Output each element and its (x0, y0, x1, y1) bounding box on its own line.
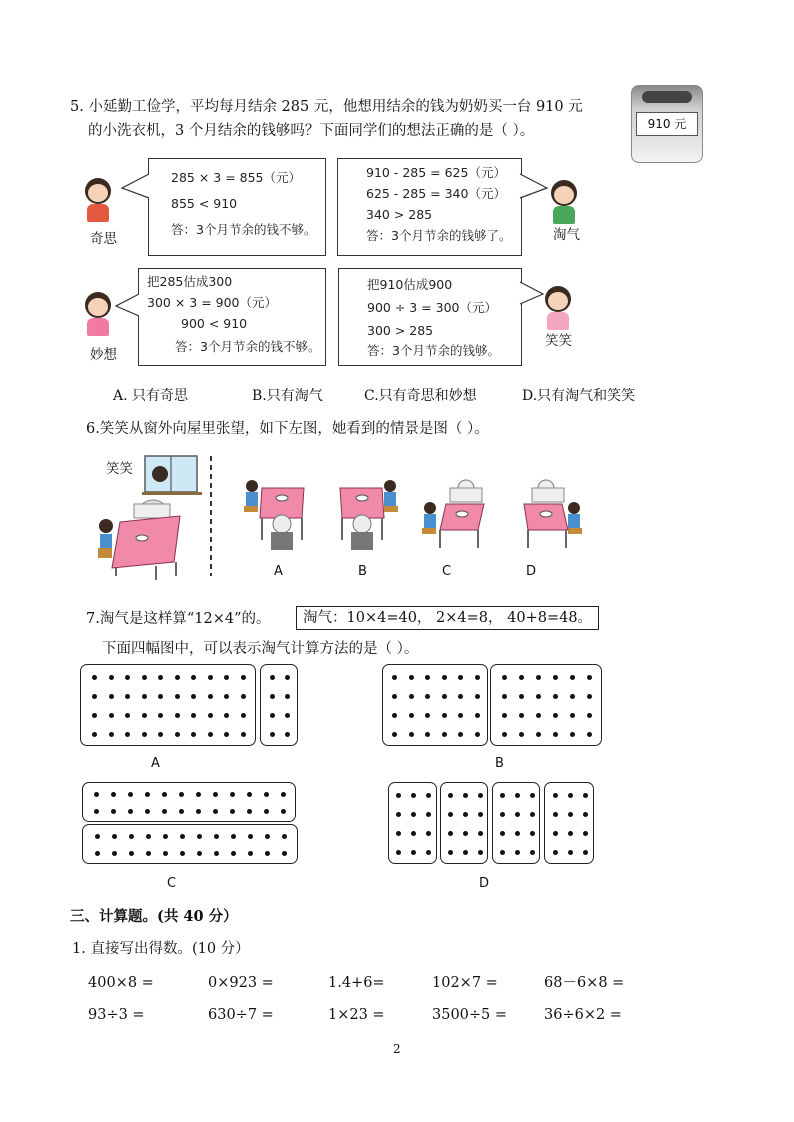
q7-letter-c: C (167, 876, 177, 891)
q7-line2: 下面四幅图中，可以表示淘气计算方法的是（ ）。 (102, 641, 419, 657)
dot (502, 675, 507, 680)
dot (285, 732, 290, 737)
q6-option-c-image (418, 474, 490, 554)
bubble-line: 答：3个月节余的钱不够。 (171, 222, 317, 237)
dot (191, 732, 196, 737)
dot (478, 793, 483, 798)
dot (197, 851, 202, 856)
dot (568, 793, 573, 798)
bubble-qisi (148, 158, 326, 256)
dot (175, 713, 180, 718)
dot (158, 713, 163, 718)
dot (231, 834, 236, 839)
dot (197, 834, 202, 839)
dot (265, 851, 270, 856)
calc-item: 93÷3 = (88, 1007, 145, 1023)
dot (92, 675, 97, 680)
dot (502, 732, 507, 737)
dot (247, 809, 252, 814)
dot (208, 694, 213, 699)
dot (142, 694, 147, 699)
dot (214, 851, 219, 856)
dot (519, 675, 524, 680)
dot-group-box (544, 782, 594, 864)
dot (231, 851, 236, 856)
dot (442, 675, 447, 680)
dot (285, 675, 290, 680)
kid-miaoxiang-avatar (78, 290, 118, 340)
dot (191, 713, 196, 718)
page-number: 2 (393, 1042, 401, 1056)
dot (163, 851, 168, 856)
dot (515, 831, 520, 836)
dot (442, 732, 447, 737)
dot (411, 812, 416, 817)
bubble-line: 625 - 285 = 340（元） (366, 186, 506, 201)
dot (426, 831, 431, 836)
dot (500, 831, 505, 836)
dot (475, 675, 480, 680)
dot (426, 850, 431, 855)
dot (95, 834, 100, 839)
dot (142, 732, 147, 737)
dot (515, 812, 520, 817)
q5-line1: 5. 小延勤工俭学，平均每月结余 285 元，他想用结余的钱为奶奶买一台 910 元 (70, 99, 583, 115)
dot (179, 792, 184, 797)
dot (281, 792, 286, 797)
dot (519, 732, 524, 737)
dot (411, 793, 416, 798)
dot (475, 732, 480, 737)
dot (281, 809, 286, 814)
dot (587, 675, 592, 680)
dot (175, 732, 180, 737)
dot (158, 732, 163, 737)
dot (409, 713, 414, 718)
q6-letter-b: B (358, 564, 367, 579)
dot (146, 851, 151, 856)
dot (208, 713, 213, 718)
bubble-xiaoxiao (338, 268, 522, 366)
dot (425, 675, 430, 680)
dot (463, 812, 468, 817)
dot (536, 694, 541, 699)
calc-item: 0×923 = (208, 975, 274, 991)
dot (92, 732, 97, 737)
kid-xiaoxiao-avatar (538, 284, 578, 334)
dot (125, 732, 130, 737)
dot (515, 850, 520, 855)
dot (92, 713, 97, 718)
dot (587, 732, 592, 737)
dot (224, 694, 229, 699)
dot (570, 694, 575, 699)
dot (409, 732, 414, 737)
dot (142, 675, 147, 680)
dot (158, 675, 163, 680)
dot (458, 694, 463, 699)
window-scene-image (90, 452, 210, 582)
dot (463, 831, 468, 836)
dot (112, 851, 117, 856)
dot (162, 809, 167, 814)
dot (179, 809, 184, 814)
bubble-line: 900 < 910 (181, 316, 248, 331)
dot (175, 675, 180, 680)
q6-option-a-image (240, 478, 310, 558)
bubble-tail (120, 172, 150, 202)
dot (265, 834, 270, 839)
dot (448, 793, 453, 798)
dot (458, 713, 463, 718)
dot (109, 732, 114, 737)
dot (396, 831, 401, 836)
dot (109, 675, 114, 680)
q7-letter-b: B (495, 756, 504, 771)
dot (285, 713, 290, 718)
dot (392, 675, 397, 680)
dot (224, 675, 229, 680)
dot (282, 834, 287, 839)
q7-text: 7.淘气是这样算“12×4”的。 (86, 611, 271, 627)
dot (180, 834, 185, 839)
dot (583, 831, 588, 836)
dot (248, 851, 253, 856)
dot (425, 732, 430, 737)
dot (129, 851, 134, 856)
dot (224, 732, 229, 737)
dot (411, 850, 416, 855)
dot (553, 831, 558, 836)
q7-boxed-method: 淘气：10×4=40， 2×4=8， 40+8=48。 (296, 606, 599, 630)
q7-figure-a (80, 664, 300, 748)
bubble-taoqi (337, 158, 522, 256)
bubble-line: 285 × 3 = 855（元） (171, 170, 302, 185)
dot (264, 792, 269, 797)
dot-group-box (82, 782, 296, 822)
dot (208, 675, 213, 680)
dot (92, 694, 97, 699)
calc-item: 400×8 = (88, 975, 154, 991)
dot (583, 812, 588, 817)
dot (241, 694, 246, 699)
dot (475, 694, 480, 699)
bubble-line: 答：3个月节余的钱够。 (367, 343, 500, 358)
washing-machine-image (631, 85, 703, 163)
dot (409, 694, 414, 699)
dot (442, 713, 447, 718)
dot (553, 713, 558, 718)
dot (553, 675, 558, 680)
dot-group-box (382, 664, 488, 746)
dot (568, 812, 573, 817)
dot (442, 694, 447, 699)
dot (392, 713, 397, 718)
dot (411, 831, 416, 836)
dot (553, 793, 558, 798)
bubble-line: 把910估成900 (367, 277, 453, 292)
dot (396, 812, 401, 817)
dot (191, 675, 196, 680)
dot (425, 713, 430, 718)
dot (515, 793, 520, 798)
dot (519, 694, 524, 699)
dot (94, 792, 99, 797)
kid-qisi-avatar (78, 176, 118, 226)
dot (448, 812, 453, 817)
dot (285, 694, 290, 699)
dot (163, 834, 168, 839)
divider-dashed (208, 456, 214, 576)
dot (180, 851, 185, 856)
dot (125, 694, 130, 699)
dot (568, 831, 573, 836)
dot (530, 831, 535, 836)
dot (224, 713, 229, 718)
dot (500, 850, 505, 855)
dot (583, 850, 588, 855)
q6-option-d-image (514, 474, 588, 554)
dot-group-box (82, 824, 298, 864)
dot (208, 732, 213, 737)
dot (530, 850, 535, 855)
dot (392, 732, 397, 737)
dot (191, 694, 196, 699)
dot (230, 809, 235, 814)
dot (536, 732, 541, 737)
dot (392, 694, 397, 699)
dot (396, 850, 401, 855)
dot (536, 713, 541, 718)
calc-item: 1.4+6= (328, 975, 385, 991)
dot (145, 809, 150, 814)
dot (128, 792, 133, 797)
q5-option-c: C.只有奇思和妙想 (364, 388, 477, 404)
dot (530, 793, 535, 798)
dot (145, 792, 150, 797)
dot (463, 850, 468, 855)
q6-letter-d: D (526, 564, 537, 579)
dot-group-box (388, 782, 437, 864)
dot (241, 675, 246, 680)
dot (478, 831, 483, 836)
bubble-line: 300 × 3 = 900（元） (147, 295, 278, 310)
calc-item: 68－6×8 = (544, 975, 625, 991)
dot (95, 851, 100, 856)
bubble-miaoxiang (138, 268, 326, 366)
dot-group-box (440, 782, 488, 864)
dot (109, 713, 114, 718)
dot (214, 834, 219, 839)
dot (458, 732, 463, 737)
dot (536, 675, 541, 680)
dot (475, 713, 480, 718)
dot (502, 694, 507, 699)
dot (409, 675, 414, 680)
dot (583, 793, 588, 798)
q5-line2: 的小洗衣机，3 个月结余的钱够吗？下面同学们的想法正确的是（ ）。 (88, 123, 535, 139)
dot (270, 675, 275, 680)
dot (112, 834, 117, 839)
dot (568, 850, 573, 855)
bubble-line: 900 ÷ 3 = 300（元） (367, 300, 498, 315)
dot-group-box (260, 664, 298, 746)
section-3-sub1: 1. 直接写出得数。(10 分） (72, 941, 250, 957)
dot (158, 694, 163, 699)
q6-letter-c: C (442, 564, 452, 579)
window-label: 笑笑 (106, 461, 133, 477)
dot (270, 694, 275, 699)
bubble-line: 300 > 285 (367, 323, 434, 338)
dot-group-box (490, 664, 602, 746)
dot (213, 792, 218, 797)
dot (129, 834, 134, 839)
q6-letter-a: A (274, 564, 283, 579)
dot (264, 809, 269, 814)
q6-text: 6.笑笑从窗外向屋里张望，如下左图，她看到的情景是图（ ）。 (86, 421, 489, 437)
bubble-line: 答：3个月节余的钱不够。 (175, 339, 321, 354)
bubble-line: 340 > 285 (366, 207, 433, 222)
dot (458, 675, 463, 680)
dot (587, 694, 592, 699)
dot (500, 812, 505, 817)
bubble-line: 答：3个月节余的钱够了。 (366, 228, 512, 243)
dot (146, 834, 151, 839)
dot (463, 793, 468, 798)
dot (425, 694, 430, 699)
calc-item: 630÷7 = (208, 1007, 274, 1023)
dot (111, 809, 116, 814)
dot (448, 831, 453, 836)
calc-item: 102×7 = (432, 975, 498, 991)
bubble-line: 855 < 910 (171, 196, 238, 211)
dot (175, 694, 180, 699)
dot (553, 850, 558, 855)
kid-name: 笑笑 (545, 333, 572, 349)
dot (241, 732, 246, 737)
calc-item: 36÷6×2 = (544, 1007, 622, 1023)
dot (478, 850, 483, 855)
dot (213, 809, 218, 814)
dot (125, 675, 130, 680)
dot (500, 793, 505, 798)
dot (248, 834, 253, 839)
q7-letter-d: D (479, 876, 490, 891)
dot (553, 732, 558, 737)
dot (109, 694, 114, 699)
dot (196, 792, 201, 797)
dot (125, 713, 130, 718)
q6-option-b-image (332, 478, 402, 558)
dot (128, 809, 133, 814)
dot (570, 713, 575, 718)
dot (142, 713, 147, 718)
dot (270, 713, 275, 718)
dot (230, 792, 235, 797)
kid-name: 妙想 (90, 347, 117, 363)
dot (448, 850, 453, 855)
dot (282, 851, 287, 856)
bubble-line: 910 - 285 = 625（元） (366, 165, 506, 180)
q7-figure-c (82, 782, 300, 866)
dot (570, 732, 575, 737)
dot (587, 713, 592, 718)
dot (94, 809, 99, 814)
dot (553, 812, 558, 817)
dot (270, 732, 275, 737)
calc-item: 1×23 = (328, 1007, 385, 1023)
price-tag: 910 元 (636, 112, 698, 136)
dot (396, 793, 401, 798)
q5-option-b: B.只有淘气 (252, 388, 323, 404)
q5-option-d: D.只有淘气和笑笑 (522, 388, 636, 404)
kid-name: 淘气 (553, 227, 580, 243)
kid-name: 奇思 (90, 231, 117, 247)
dot-group-box (80, 664, 256, 746)
dot (247, 792, 252, 797)
section-3-title: 三、计算题。(共 40 分） (70, 908, 238, 925)
kid-taoqi-avatar (544, 178, 584, 228)
dot (162, 792, 167, 797)
dot (553, 694, 558, 699)
dot (426, 812, 431, 817)
q7-letter-a: A (151, 756, 160, 771)
q5-option-a: A. 只有奇思 (113, 388, 189, 404)
dot (196, 809, 201, 814)
dot-group-box (492, 782, 540, 864)
dot (570, 675, 575, 680)
dot (241, 713, 246, 718)
q7-figure-b (382, 664, 604, 748)
dot (111, 792, 116, 797)
dot (502, 713, 507, 718)
dot (426, 793, 431, 798)
dot (519, 713, 524, 718)
q7-figure-d (388, 782, 598, 866)
calc-item: 3500÷5 = (432, 1007, 508, 1023)
dot (530, 812, 535, 817)
bubble-line: 把285估成300 (147, 274, 233, 289)
dot (478, 812, 483, 817)
